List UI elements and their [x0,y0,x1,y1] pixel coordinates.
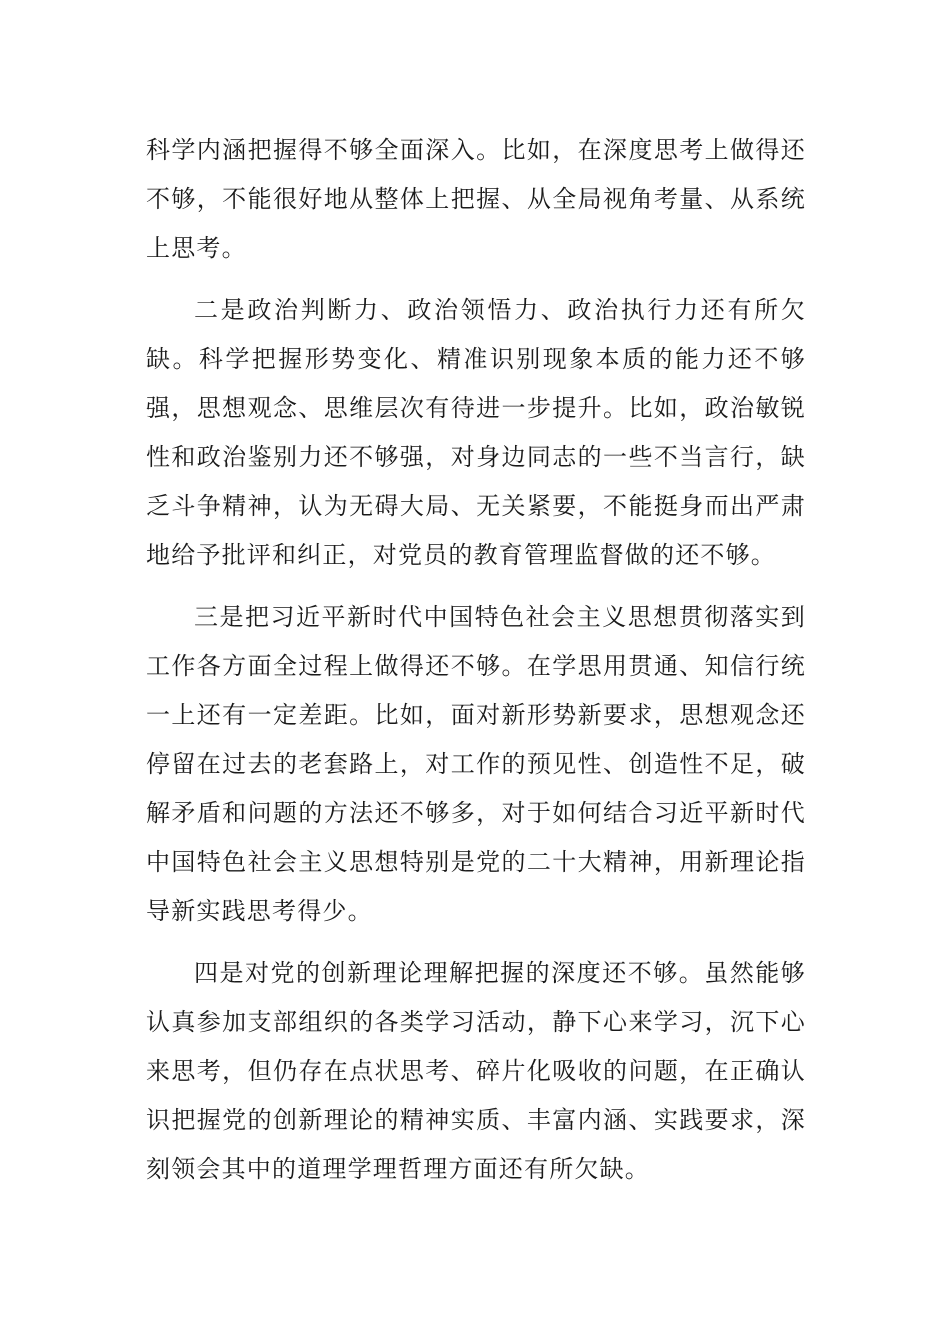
paragraph-point-two: 二是政治判断力、政治领悟力、政治执行力还有所欠缺。科学把握形势变化、精准识别现象本质的能力还不够强，思想观念、思维层次有待进一步提升。比如，政治敏锐性和政治鉴别力还不够强，对身边同志的一些不当言行，缺乏斗争精神，认为无碍大局、无关紧要，不能挺身而出严肃地给予批评和纠正，对党员的教育管理监督做的还不够。 [146,296,806,569]
document-body [146,126,806,1194]
paragraph-point-three: 三是把习近平新时代中国特色社会主义思想贯彻落实到工作各方面全过程上做得还不够。在学思用贯通、知信行统一上还有一定差距。比如，面对新形势新要求，思想观念还停留在过去的老套路上，对工作的预见性、创造性不足，破解矛盾和问题的方法还不够多，对于如何结合习近平新时代中国特色社会主义思想特别是党的二十大精神，用新理论指导新实践思考得少。 [146,603,806,925]
paragraph-continuation: 科学内涵把握得不够全面深入。比如，在深度思考上做得还不够，不能很好地从整体上把握、从全局视角考量、从系统上思考。 [146,136,806,262]
paragraph-point-four: 四是对党的创新理论理解把握的深度还不够。虽然能够认真参加支部组织的各类学习活动，静下心来学习，沉下心来思考，但仍存在点状思考、碎片化吸收的问题，在正确认识把握党的创新理论的精神实质、丰富内涵、实践要求，深刻领会其中的道理学理哲理方面还有所欠缺。 [146,959,806,1183]
